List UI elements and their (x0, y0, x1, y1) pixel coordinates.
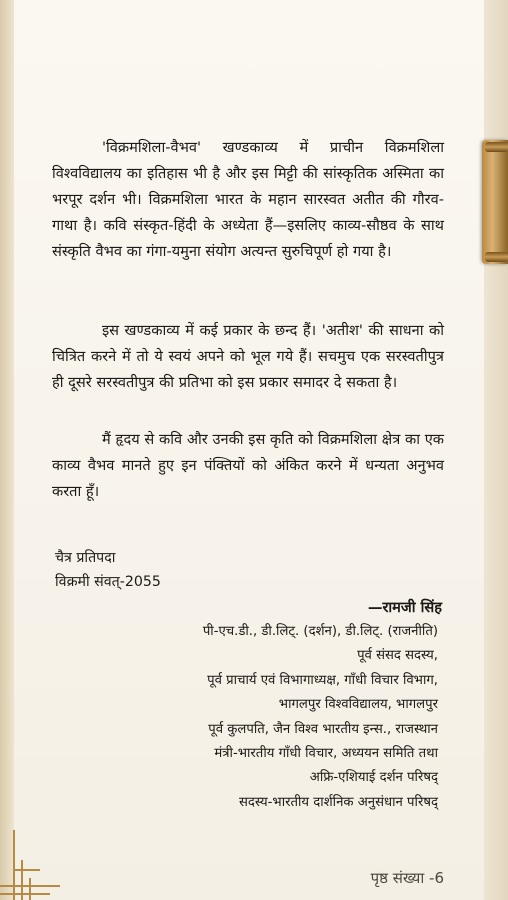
credential-line: पूर्व संसद सदस्य, (357, 648, 438, 664)
credential-line: मंत्री-भारतीय गाँधी विचार, अध्ययन समिति तथा (214, 746, 438, 762)
credential-line: पी-एच.डी., डी.लिट्. (दर्शन), डी.लिट्. (राजनीति) (202, 624, 438, 639)
credential-line: पूर्व कुलपति, जैन विश्व भारतीय इन्स., राजस्थान (208, 721, 438, 737)
signature-place: चैत्र प्रतिपदा (55, 550, 116, 566)
page-number: पृष्ठ संख्या -6 (370, 869, 444, 887)
paragraph-1: 'विक्रमशिला-वैभव' खण्डकाव्य में प्राचीन विक्रमशिला विश्वविद्यालय का इतिहास भी है और इस मिट्टी की सांस्कृतिक अस्मिता का भरपूर दर्शन भी। विक्रमशिला भारत के महान सारस्वत अतीत की गौरव-गाथा है। कवि संस्कृत-हिंदी के अध्येता हैं—इसलिए काव्य-सौष्ठव के साथ संस्कृति वैभव का गंगा-यमुना संयोग अत्यन्त सुरुचिपूर्ण हो गया है। (52, 139, 444, 260)
credential-line: पूर्व प्राचार्य एवं विभागाध्यक्ष, गाँधी विचार विभाग, (207, 672, 438, 688)
page-right-edge (484, 0, 508, 900)
page-left-edge (0, 0, 14, 900)
paragraph-3: मैं हृदय से कवि और उनकी इस कृति को विक्रमशिला क्षेत्र का एक काव्य वैभव मानते हुए इन पंक्तियों को अंकित करने में धन्यता अनुभव करता हूँ। (52, 431, 444, 500)
author-credentials (203, 620, 438, 815)
signature-date: विक्रमी संवत्-2055 (55, 574, 161, 590)
paragraph-2: इस खण्डकाव्य में कई प्रकार के छन्द हैं। 'अतीश' की साधना को चित्रित करने में तो ये स्वयं अपने को भूल गये हैं। सचमुच एक सरस्वतीपुत्र ही दूसरे सरस्वतीपुत्र की प्रतिभा को इस प्रकार समादर दे सकता है। (52, 322, 444, 391)
credential-line: अफ्रि-एशियाई दर्शन परिषद् (309, 770, 438, 786)
credential-line: भागलपुर विश्वविद्यालय, भागलपुर (278, 697, 438, 713)
corner-ornament-icon (0, 830, 60, 900)
credential-line: सदस्य-भारतीय दार्शनिक अनुसंधान परिषद् (238, 794, 438, 810)
author-name: —रामजी सिंह (367, 599, 442, 616)
scroll-bookmark-icon[interactable] (482, 140, 508, 264)
